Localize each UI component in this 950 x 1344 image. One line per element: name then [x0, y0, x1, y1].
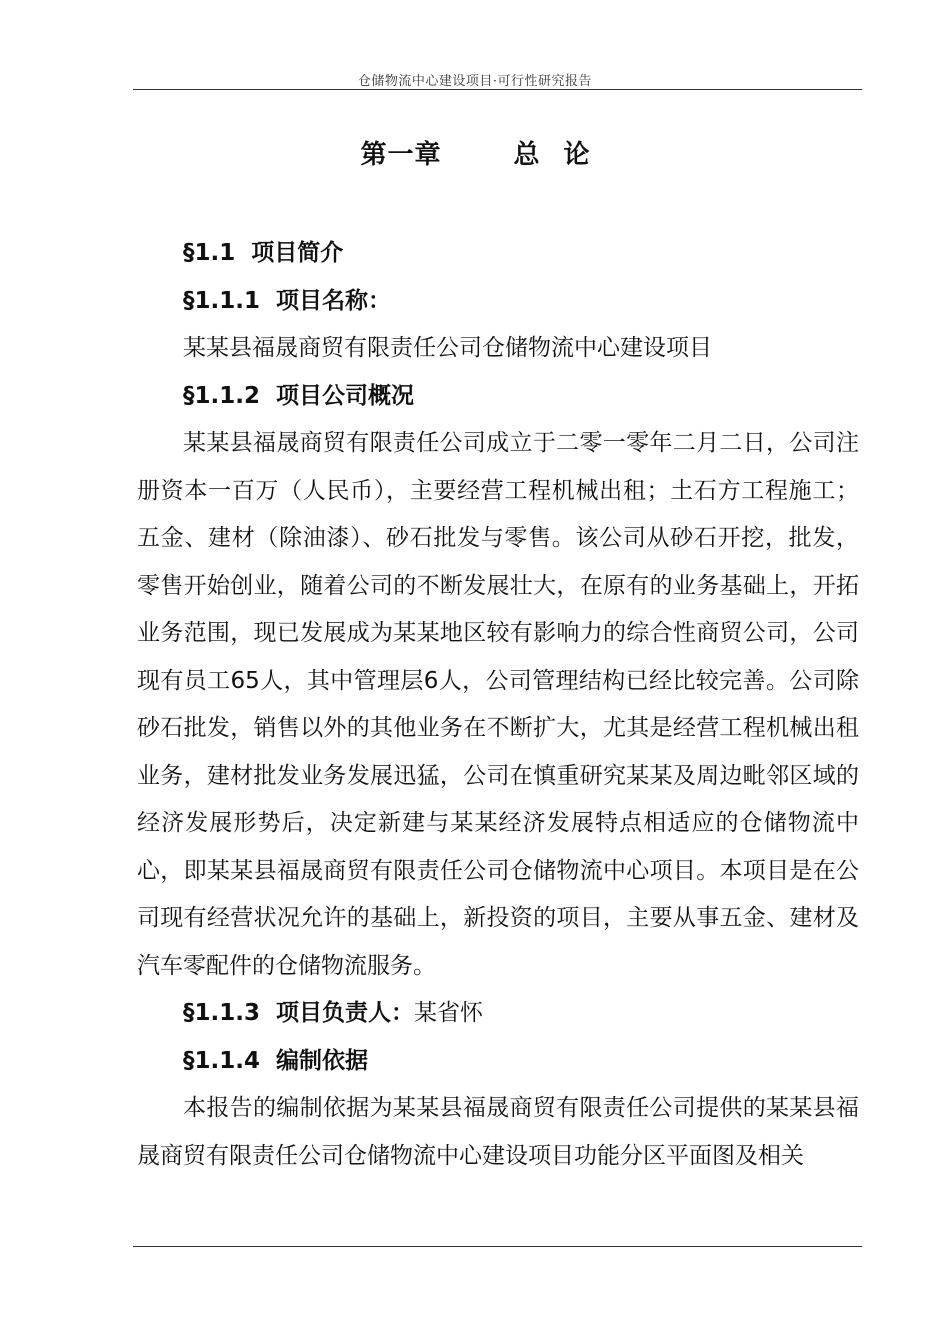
chapter-number: 第一章	[360, 140, 442, 170]
section-heading-1-1-1: §1.1.1 项目名称：	[183, 287, 392, 314]
basis-paragraph: 本报告的编制依据为某某县福晟商贸有限责任公司提供的某某县福晟商贸有限责任公司仓储物流中心建设项目功能分区平面图及相关	[137, 1095, 859, 1169]
running-header: 仓储物流中心建设项目·可行性研究报告	[357, 74, 593, 89]
project-name-text: 某某县福晟商贸有限责任公司仓储物流中心建设项目	[183, 335, 712, 361]
project-leader-name: 某省怀	[414, 1000, 484, 1026]
chapter-title	[0, 134, 950, 171]
header-divider	[133, 89, 862, 90]
chapter-name: 总论	[513, 140, 614, 170]
section-heading-1-1: §1.1 项目简介	[183, 240, 344, 266]
section-heading-1-1-2: §1.1.2 项目公司概况	[183, 382, 415, 409]
company-overview-paragraph: 某某县福晟商贸有限责任公司成立于二零一零年二月二日，公司注册资本一百万（人民币），主要经营工程机械出租；土石方工程施工；五金、建材（除油漆）、砂石批发与零售。该公司从砂石开挖，批发，零售开始创业，随着公司的不断发展壮大，在原有的业务基础上，开拓业务范围，现已发展成为某某地区较有影响力的综合性商贸公司，公司现有员工65人，其中管理层6人，公司管理结构已经比较完善。公司除砂石批发，销售以外的其他业务在不断扩大，尤其是经营工程机械出租业务，建材批发业务发展迅猛，公司在慎重研究某某及周边毗邻区域的经济发展形势后，决定新建与某某经济发展特点相适应的仓储物流中心，即某某县福晟商贸有限责任公司仓储物流中心项目。本项目是在公司现有经营状况允许的基础上，新投资的项目，主要从事五金、建材及汽车零配件的仓储物流服务。	[137, 430, 859, 979]
footer-divider	[133, 1246, 862, 1247]
document-body	[137, 230, 859, 1180]
section-heading-1-1-4: §1.1.4 编制依据	[183, 1047, 369, 1074]
section-heading-1-1-3: §1.1.3 项目负责人：某省怀	[183, 1000, 484, 1026]
